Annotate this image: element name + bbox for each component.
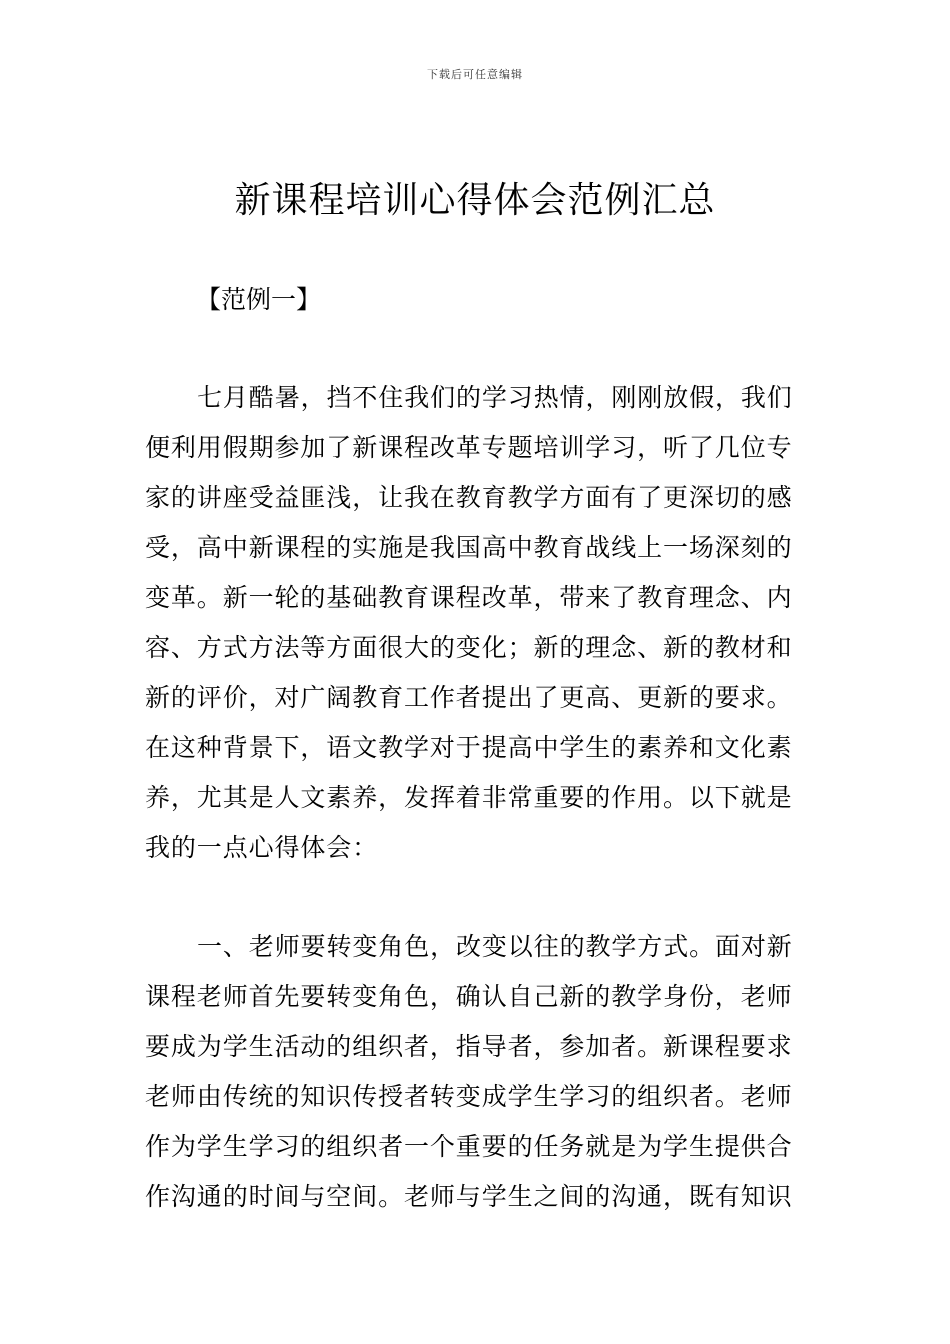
paragraph-line: 我的一点心得体会： bbox=[145, 833, 379, 862]
paragraph-line: 老师由传统的知识传授者转变成学生学习的组织者。老师 bbox=[145, 1082, 793, 1111]
paragraph-line: 要成为学生活动的组织者，指导者，参加者。新课程要求 bbox=[145, 1032, 793, 1061]
section-label: 【范例一】 bbox=[196, 285, 322, 314]
paragraph-line: 课程老师首先要转变角色，确认自己新的教学身份，老师 bbox=[145, 982, 793, 1011]
paragraph-2 bbox=[145, 922, 809, 1222]
paragraph-line: 一、老师要转变角色，改变以往的教学方式。面对新 bbox=[197, 932, 793, 961]
paragraph-line: 养，尤其是人文素养，发挥着非常重要的作用。以下就是 bbox=[145, 783, 793, 812]
header-note: 下载后可任意编辑 bbox=[427, 68, 523, 81]
paragraph-line: 作为学生学习的组织者一个重要的任务就是为学生提供合 bbox=[145, 1132, 793, 1161]
paragraph-line: 作沟通的时间与空间。老师与学生之间的沟通，既有知识 bbox=[145, 1182, 793, 1211]
paragraph-line: 新的评价，对广阔教育工作者提出了更高、更新的要求。 bbox=[145, 683, 793, 712]
paragraph-line: 便利用假期参加了新课程改革专题培训学习，听了几位专 bbox=[145, 433, 793, 462]
paragraph-line: 家的讲座受益匪浅，让我在教育教学方面有了更深切的感 bbox=[145, 483, 793, 512]
document-title: 新课程培训心得体会范例汇总 bbox=[234, 180, 716, 221]
paragraph-line: 容、方式方法等方面很大的变化；新的理念、新的教材和 bbox=[145, 633, 793, 662]
paragraph-1 bbox=[145, 373, 809, 873]
paragraph-line: 变革。新一轮的基础教育课程改革，带来了教育理念、内 bbox=[145, 583, 793, 612]
paragraph-line: 在这种背景下，语文教学对于提高中学生的素养和文化素 bbox=[145, 733, 793, 762]
paragraph-line: 受，高中新课程的实施是我国高中教育战线上一场深刻的 bbox=[145, 533, 793, 562]
paragraph-line: 七月酷暑，挡不住我们的学习热情，刚刚放假，我们 bbox=[197, 383, 793, 412]
